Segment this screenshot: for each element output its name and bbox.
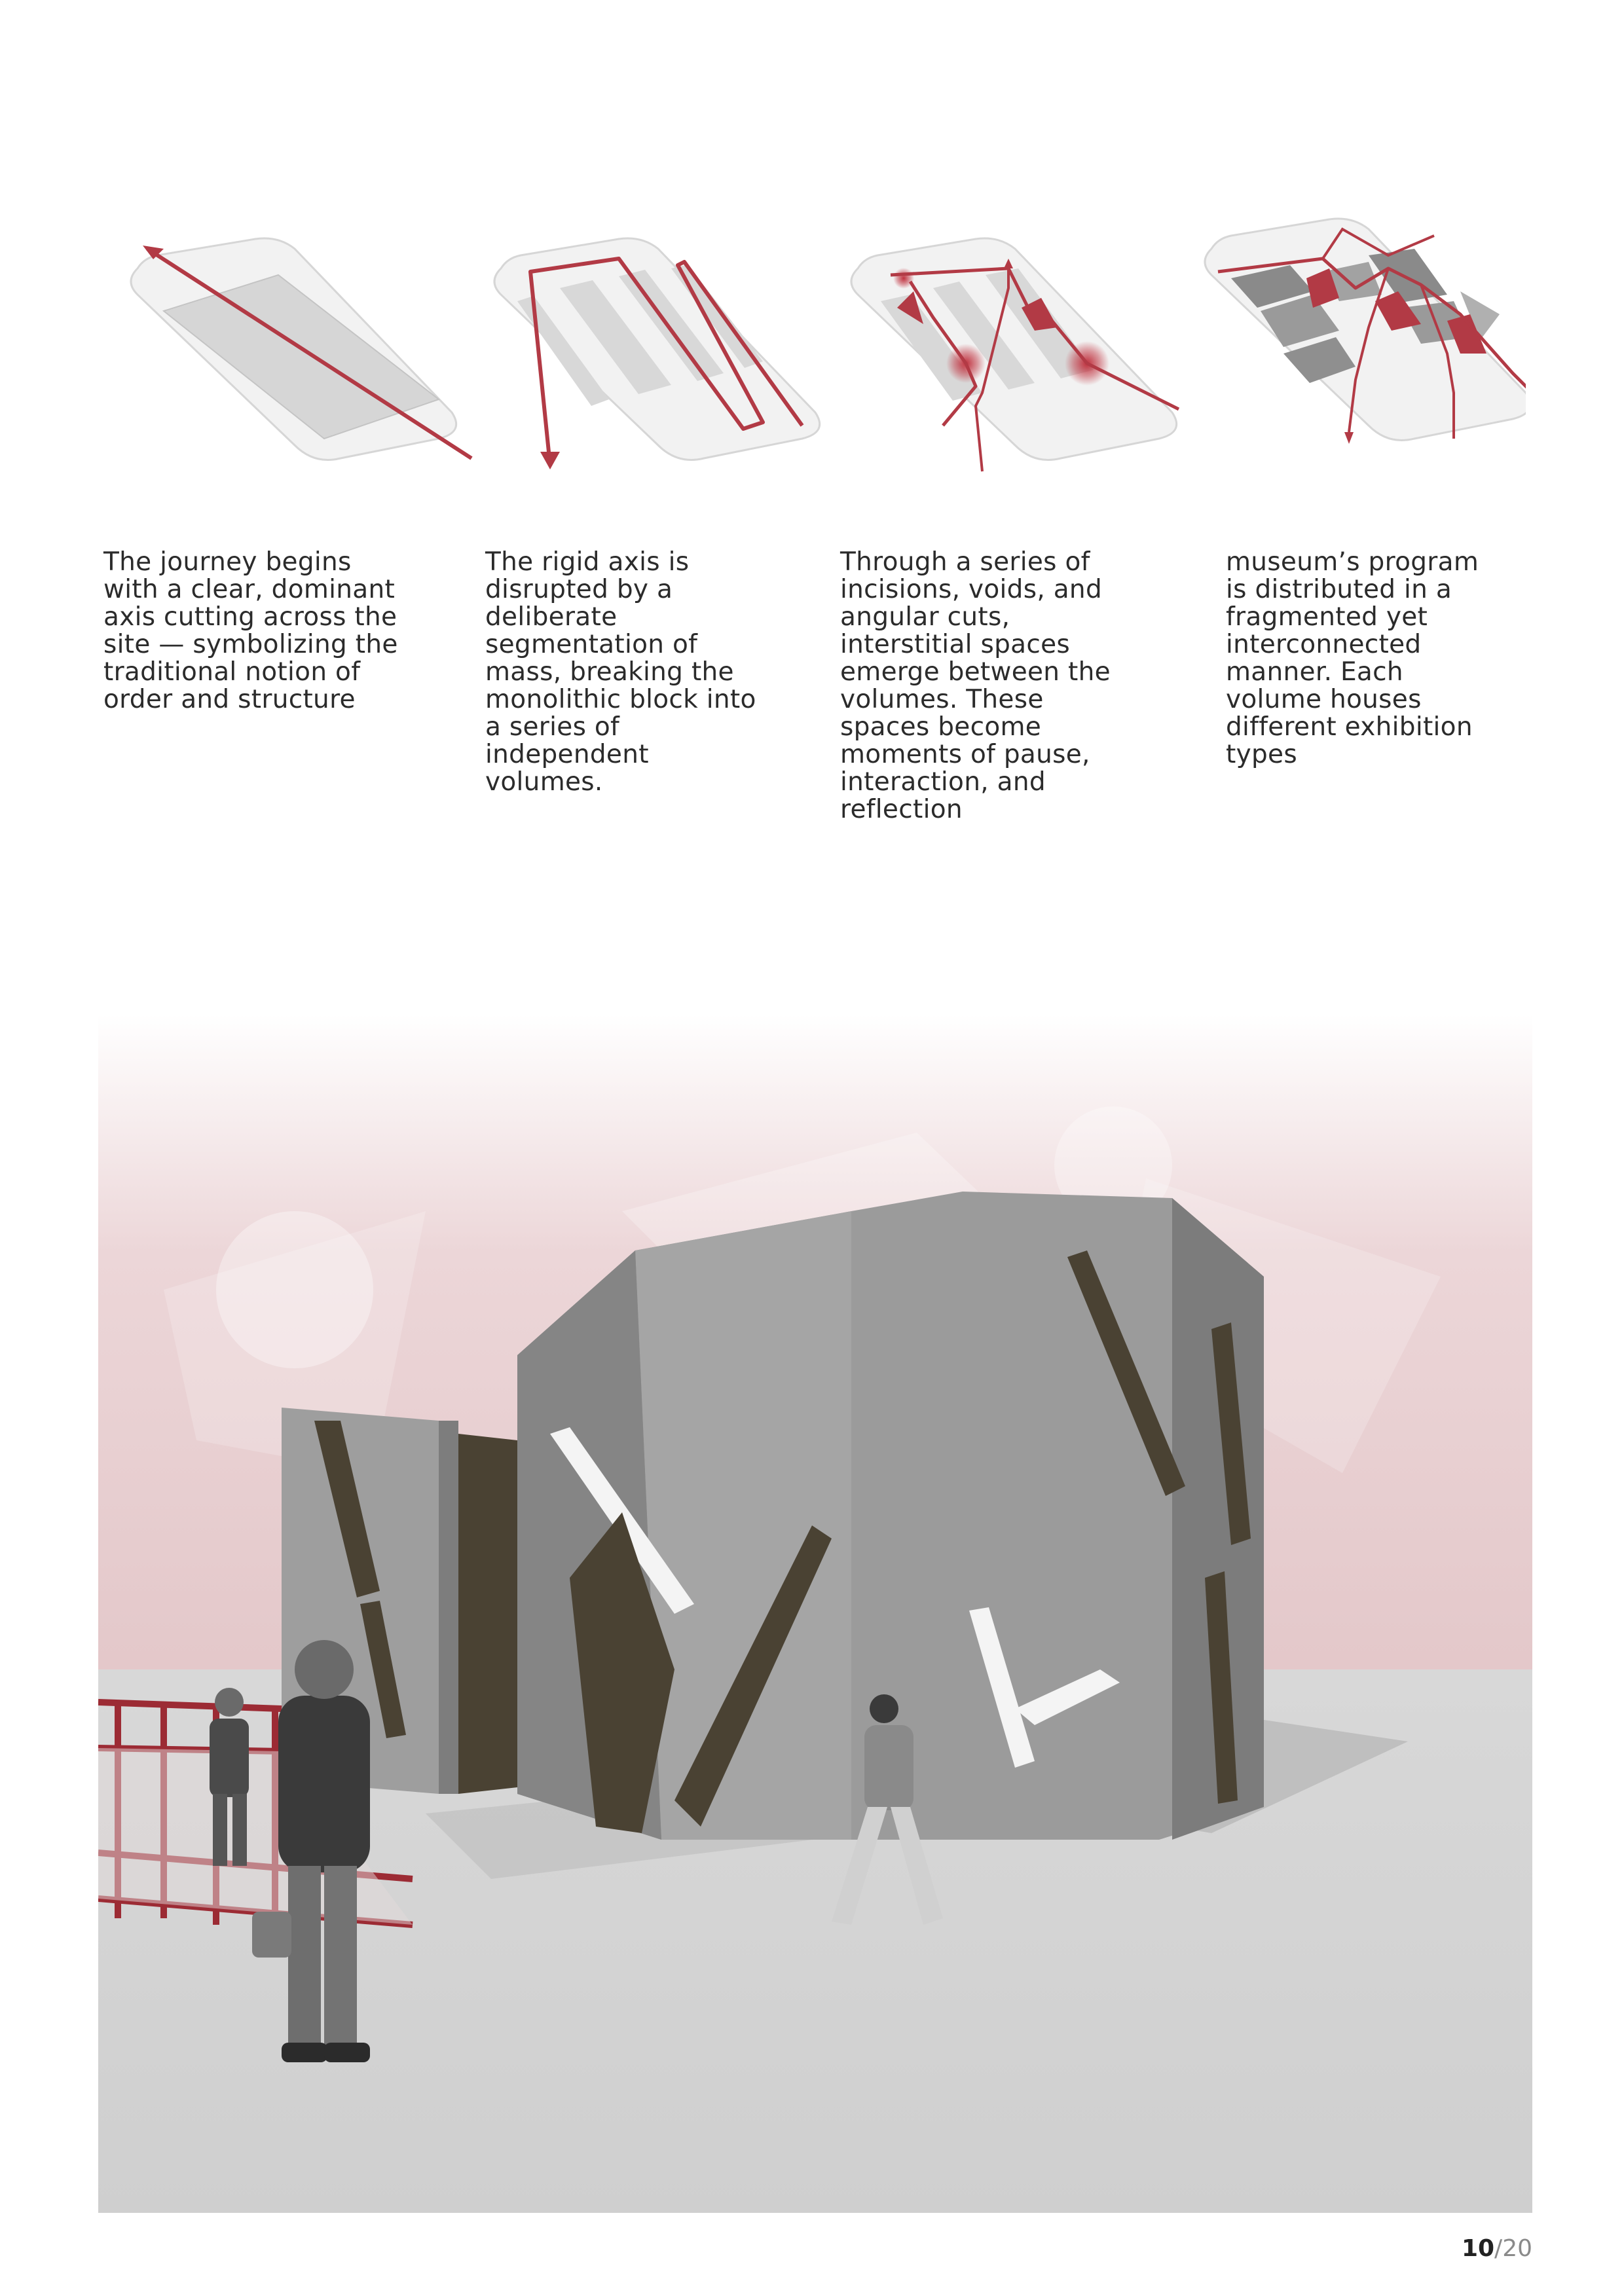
concept-diagrams	[98, 177, 1526, 484]
museum-rendering	[98, 1015, 1532, 2213]
rendering-image	[98, 1015, 1532, 2213]
concept-diagram-strip	[98, 177, 1526, 484]
page-separator: /	[1494, 2235, 1503, 2262]
page-number	[1462, 2235, 1532, 2262]
arrow-icon	[540, 452, 560, 469]
diagram-axis	[131, 238, 471, 460]
caption-segmentation: The rigid axis is disrupted by a deliberate segmentation of mass, breaking the monolithic block into a series of independent volumes.	[485, 547, 756, 797]
page-total: 20	[1502, 2235, 1532, 2262]
page-current: 10	[1461, 2235, 1495, 2262]
caption-voids: Through a series of incisions, voids, and angular cuts, interstitial spaces emerge between the volumes. These spaces become moments of pause, interaction, and reflection	[840, 547, 1111, 824]
caption-axis: The journey begins with a clear, dominant axis cutting across the site — symbolizing the traditional notion of order and structure	[103, 547, 398, 714]
caption-program: museum’s program is distributed in a fragmented yet interconnected manner. Each volume houses different exhibition types	[1226, 547, 1479, 769]
captions-row	[103, 549, 1531, 850]
diagram-program	[1205, 219, 1526, 444]
diagram-voids	[851, 238, 1179, 471]
arrow-icon	[1344, 432, 1354, 444]
diagram-segmentation	[494, 238, 820, 469]
